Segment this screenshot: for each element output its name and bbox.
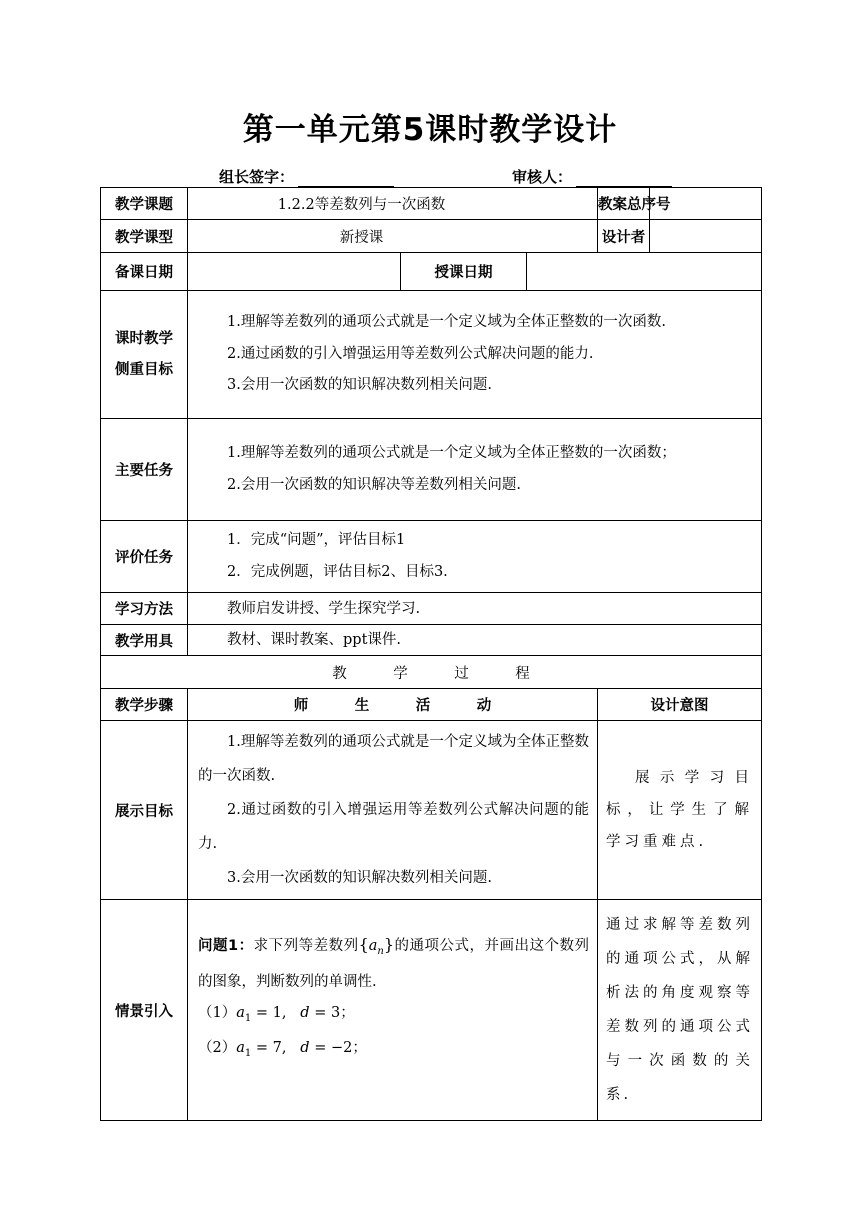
teach-date-label: 授课日期	[401, 253, 527, 291]
case-2: $(2)a_1 = 7$, d = −2；	[198, 1040, 367, 1060]
table-row	[101, 188, 762, 220]
show-goal-item: 1.理解等差数列的通项公式就是一个定义域为全体正整数的一次函数.	[198, 734, 590, 784]
show-goal-item: 2.通过函数的引入增强运用等差数列公式解决问题的能力.	[198, 802, 590, 852]
process-header: 教 学 过 程	[101, 656, 762, 689]
method-label: 学习方法	[101, 593, 188, 625]
lesson-plan-table	[100, 187, 762, 1121]
type-value: 新授课	[188, 220, 598, 253]
evaluation-item: 2．完成例题，评估目标2、目标3.	[227, 563, 448, 580]
table-row	[101, 900, 762, 1121]
designer-label: 设计者	[598, 220, 650, 253]
teach-date-value	[527, 253, 762, 291]
scene-label: 情景引入	[101, 900, 188, 1121]
activity-header: 师 生 活 动	[188, 689, 598, 721]
intent-header: 设计意图	[598, 689, 762, 721]
evaluation-label: 评价任务	[101, 521, 188, 593]
table-row	[101, 656, 762, 689]
show-goals-intent: 展示学习目标，让学生了解学习重难点.	[598, 721, 762, 900]
scene-intent: 通过求解等差数列的通项公式，从解析法的角度观察等差数列的通项公式与一次函数的关系.	[598, 900, 762, 1121]
goal-item: 2.通过函数的引入增强运用等差数列公式解决问题的能力.	[227, 345, 594, 362]
tasks-content	[188, 419, 762, 521]
table-row	[101, 593, 762, 625]
table-row	[101, 220, 762, 253]
question-1: 问题1：求下列等差数列$\{a_n\}$的通项公式，并画出这个数列的图象，判断数列的单调性.	[198, 934, 590, 990]
method-content: 教师启发讲授、学生探究学习.	[188, 593, 762, 625]
serial-label: 教案总序号	[598, 188, 650, 220]
table-row	[101, 253, 762, 291]
table-row	[101, 521, 762, 593]
table-row	[101, 625, 762, 656]
goals-content	[188, 291, 762, 419]
leader-signature-line	[298, 172, 394, 187]
reviewer-signature-label: 审核人：	[512, 168, 573, 186]
tools-label: 教学用具	[101, 625, 188, 656]
table-row	[101, 291, 762, 419]
evaluation-item: 1．完成“问题”，评估目标1	[227, 532, 406, 548]
show-goals-label: 展示目标	[101, 721, 188, 900]
table-row	[101, 419, 762, 521]
leader-signature	[219, 166, 394, 187]
goal-item: 1.理解等差数列的通项公式就是一个定义域为全体正整数的一次函数.	[227, 314, 666, 331]
reviewer-signature-line	[576, 172, 672, 187]
page-title: 第一单元第5课时教学设计	[242, 112, 618, 148]
scene-content	[188, 900, 598, 1121]
table-row	[101, 689, 762, 721]
topic-label: 教学课题	[101, 188, 188, 220]
task-item: 2.会用一次函数的知识解决等差数列相关问题.	[227, 476, 521, 493]
evaluation-content	[188, 521, 762, 593]
step-header: 教学步骤	[101, 689, 188, 721]
leader-signature-label: 组长签字：	[219, 168, 295, 186]
prep-date-value	[188, 253, 401, 291]
prep-date-label: 备课日期	[101, 253, 188, 291]
task-item: 1.理解等差数列的通项公式就是一个定义域为全体正整数的一次函数；	[227, 445, 676, 461]
designer-value	[650, 220, 762, 253]
type-label: 教学课型	[101, 220, 188, 253]
tools-content: 教材、课时教案、ppt课件.	[188, 625, 762, 656]
goals-label: 课时教学 侧重目标	[101, 291, 188, 419]
question-label: 问题1：	[198, 937, 254, 954]
goal-item: 3.会用一次函数的知识解决数列相关问题.	[227, 377, 492, 394]
show-goals-content	[188, 721, 598, 900]
tasks-label: 主要任务	[101, 419, 188, 521]
table-row	[101, 721, 762, 900]
topic-value: 1.2.2等差数列与一次函数	[188, 188, 598, 220]
show-goal-item: 3.会用一次函数的知识解决数列相关问题.	[227, 870, 492, 886]
case-1: $(1)a_1 = 1$, d = 3；	[198, 1004, 355, 1024]
reviewer-signature	[512, 166, 672, 187]
